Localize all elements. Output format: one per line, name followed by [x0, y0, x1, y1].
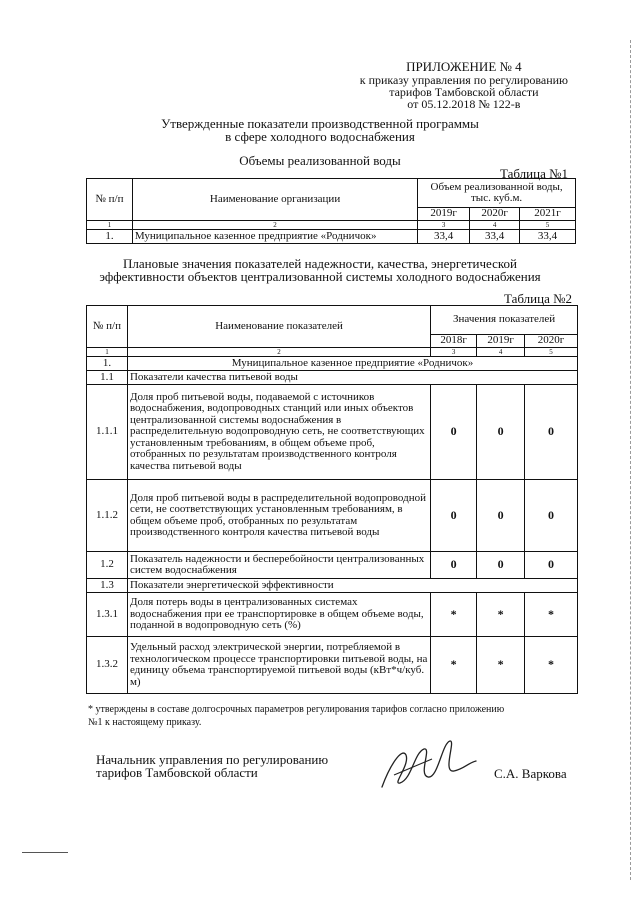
- table-row: [87, 357, 578, 371]
- t1-header-name: Наименование организации: [132, 179, 417, 221]
- t2-col-number: 1: [87, 348, 128, 357]
- t2-row-value: *: [525, 593, 578, 637]
- t2-row-value: 0: [525, 480, 578, 552]
- t2-year: 2018г: [431, 335, 477, 348]
- appendix-order-ref: к приказу управления по регулированию: [359, 73, 568, 87]
- t2-header-name: Наименование показателей: [127, 306, 430, 348]
- t2-col-number: 3: [431, 348, 477, 357]
- t1-col-number: 3: [418, 221, 470, 230]
- t2-col-number: 4: [477, 348, 525, 357]
- scan-edge-marks: [630, 40, 632, 880]
- t2-row-num: 1.1: [87, 371, 128, 385]
- t1-col-number: 2: [132, 221, 417, 230]
- t2-row-value: 0: [431, 385, 477, 480]
- table-row: [87, 371, 578, 385]
- t2-org-name: Муниципальное казенное предприятие «Родничок»: [127, 357, 577, 371]
- t2-header-values: Значения показателей: [431, 306, 578, 335]
- t2-row-value: 0: [477, 552, 525, 579]
- t2-row-value: 0: [477, 385, 525, 480]
- t2-row-num: 1.1.1: [87, 385, 128, 480]
- table1-caption: Таблица №1: [500, 166, 569, 181]
- t2-row-value: 0: [431, 480, 477, 552]
- t2-year: 2020г: [525, 335, 578, 348]
- t2-row-value: 0: [525, 385, 578, 480]
- t1-row-value: 33,4: [418, 230, 470, 244]
- t2-row-value: *: [477, 593, 525, 637]
- t1-year: 2021г: [520, 208, 576, 221]
- table-row: [87, 552, 578, 579]
- table2-title: [60, 257, 580, 283]
- t1-year: 2019г: [418, 208, 470, 221]
- table-row: [87, 480, 578, 552]
- t1-row-name: Муниципальное казенное предприятие «Родничок»: [132, 230, 417, 244]
- t2-row-name: Показатели энергетической эффективности: [127, 579, 577, 593]
- table-row: [87, 579, 578, 593]
- t1-col-number: 5: [520, 221, 576, 230]
- t2-row-name: Доля проб питьевой воды в распределительной водопроводной сети, не соответствующих установленным требованиям, в общем объеме проб, отобранных по результатам производственного контроля качества питьевой воды: [127, 480, 430, 552]
- t2-row-num: 1.3: [87, 579, 128, 593]
- signatory-position-line2: тарифов Тамбовской области: [96, 765, 258, 780]
- t1-header-volume: Объем реализованной воды, тыс. куб.м.: [418, 179, 576, 208]
- footnote: [88, 703, 588, 729]
- t2-row-value: *: [477, 637, 525, 694]
- table2-title-line1: Плановые значения показателей надежности, качества, энергетической: [123, 256, 517, 271]
- t2-row-value: *: [431, 593, 477, 637]
- appendix-authority: тарифов Тамбовской области: [389, 85, 539, 99]
- t1-year: 2020г: [470, 208, 520, 221]
- table-row: [87, 385, 578, 480]
- t2-row-name: Доля проб питьевой воды, подаваемой с источников водоснабжения, водопроводных станций или иных объектов централизованной системы водоснабжения в распределительную водопроводную сеть, не соответствующих установленным требованиям, в общем объеме проб, отобранных по результатам производственного контроля качества питьевой воды: [127, 385, 430, 480]
- table-row: [87, 593, 578, 637]
- t2-row-num: 1.3.2: [87, 637, 128, 694]
- table2-caption: Таблица №2: [504, 291, 573, 306]
- signatory-name: С.А. Варкова: [494, 766, 567, 781]
- t2-row-num: 1.3.1: [87, 593, 128, 637]
- t2-row-name: Показатели качества питьевой воды: [127, 371, 577, 385]
- t1-row-value: 33,4: [470, 230, 520, 244]
- t2-header-num: № п/п: [87, 306, 128, 348]
- t2-year: 2019г: [477, 335, 525, 348]
- footnote-line2: №1 к настоящему приказу.: [88, 717, 202, 728]
- table2-title-line2: эффективности объектов централизованной системы холодного водоснабжения: [99, 269, 541, 284]
- t2-org-num: 1.: [87, 357, 128, 371]
- t2-col-number: 5: [525, 348, 578, 357]
- table-row: [87, 637, 578, 694]
- t2-row-value: *: [525, 637, 578, 694]
- t1-col-number: 1: [87, 221, 133, 230]
- signatory-position: [96, 753, 328, 779]
- appendix-number: ПРИЛОЖЕНИЕ № 4: [406, 59, 522, 74]
- document-title-line1: Утвержденные показатели производственной программы: [161, 116, 479, 131]
- volumes-table: [86, 178, 576, 244]
- t2-row-value: *: [431, 637, 477, 694]
- t2-row-value: 0: [477, 480, 525, 552]
- handwritten-signature: [372, 735, 482, 795]
- footnote-line1: * утверждены в составе долгосрочных параметров регулирования тарифов согласно приложению: [88, 704, 505, 715]
- t1-header-num: № п/п: [87, 179, 133, 221]
- scan-artifact-line: [22, 852, 68, 853]
- table1-section-title: Объемы реализованной воды: [239, 153, 401, 168]
- t2-col-number: 2: [127, 348, 430, 357]
- signatory-position-line1: Начальник управления по регулированию: [96, 752, 329, 767]
- t2-row-name: Удельный расход электрической энергии, потребляемой в технологическом процессе транспортировки питьевой воды, на единицу объема транспортируемой питьевой воды (кВт*ч/куб. м): [127, 637, 430, 694]
- t1-col-number: 4: [470, 221, 520, 230]
- t2-row-name: Доля потерь воды в централизованных системах водоснабжения при ее транспортировке в общем объеме воды, поданной в водопроводную сеть (%): [127, 593, 430, 637]
- indicators-table: [86, 305, 578, 694]
- table-row: [87, 230, 576, 244]
- t2-row-value: 0: [525, 552, 578, 579]
- t1-row-num: 1.: [87, 230, 133, 244]
- t2-row-name: Показатель надежности и бесперебойности централизованных систем водоснабжения: [127, 552, 430, 579]
- document-title: [110, 117, 530, 143]
- t1-row-value: 33,4: [520, 230, 576, 244]
- t2-row-num: 1.2: [87, 552, 128, 579]
- t2-row-num: 1.1.2: [87, 480, 128, 552]
- t2-row-value: 0: [431, 552, 477, 579]
- appendix-date: от 05.12.2018 № 122-в: [407, 97, 521, 111]
- appendix-header: [360, 60, 568, 110]
- document-title-line2: в сфере холодного водоснабжения: [225, 129, 415, 144]
